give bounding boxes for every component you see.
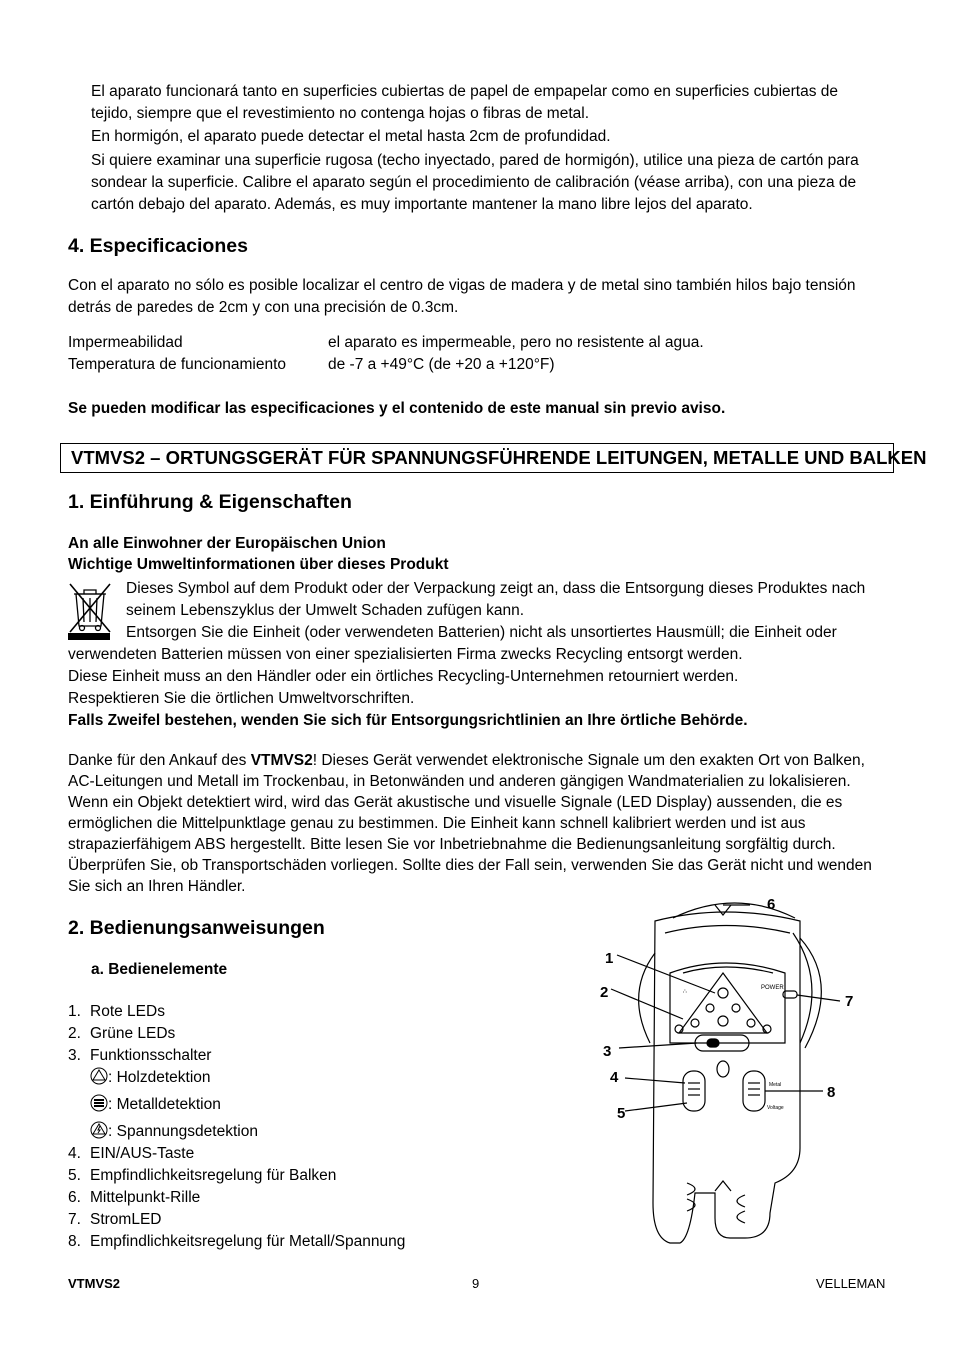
list-item: 1. Rote LEDs bbox=[68, 1003, 165, 1020]
model-name: VTMVS2 bbox=[250, 752, 313, 769]
list-item: 2. Grüne LEDs bbox=[68, 1025, 176, 1042]
thanks-paragraph: Danke für den Ankauf des VTMVS2! Dieses Gerät verwendet elektronische Signale um den exakten Ort von Balken, AC-Leitungen und Metall im Trockenbau, in Betonwänden und anderen gängigen Wandmaterialien zu lokalisieren. Wenn ein Objekt detektiert wird, wird das Gerät akustische und visuelle Signale (LED Display) aussenden, die es ermöglichen die Mittelpunktlage genau zu bestimmen. Die Einheit kann schnell kalibriert werden und ist aus strapazierfähigem ABS hergestellt. Bitte lesen Sie vor Inbetriebnahme die Bedienungsanleitung sorgfältig durch. Überprüfen Sie, ob Transportschäden vorliegen. Sollte dies der Fall sein, verwenden Sie das Gerät nicht und wenden Sie sich an Ihren Händler. bbox=[68, 752, 872, 895]
ops-heading: 2. Bedienungsanweisungen bbox=[68, 917, 325, 939]
weee-text-2a: Entsorgen Sie die Einheit (oder verwendeten Batterien) nicht als unsortiertes Hausmüll; die Einheit oder bbox=[126, 624, 837, 641]
spec-value-temperature: de -7 a +49°C (de +20 a +120°F) bbox=[328, 356, 555, 373]
weee-text-2b: verwendeten Batterien müssen von einer spezialisierten Firma zwecks Recycling entsorgt werden. bbox=[68, 646, 743, 663]
footer-page-number: 9 bbox=[472, 1276, 480, 1291]
callout-2: 2 bbox=[600, 984, 609, 1001]
diagram-dots-icon: ∴ bbox=[683, 989, 687, 995]
voltage-mode-icon bbox=[90, 1121, 108, 1139]
ops-subheading: a. Bedienelemente bbox=[91, 961, 228, 978]
callout-8: 8 bbox=[827, 1084, 836, 1101]
mode-wood: : Holzdetektion bbox=[68, 1067, 508, 1089]
metal-mode-icon bbox=[90, 1094, 108, 1112]
list-item: 6. Mittelpunkt-Rille bbox=[68, 1189, 201, 1206]
spec-value-waterproof: el aparato es impermeable, pero no resistente al agua. bbox=[328, 334, 704, 351]
list-item: 3. Funktionsschalter bbox=[68, 1047, 212, 1064]
intro-paragraph-1: El aparato funcionará tanto en superficies cubiertas de papel de empapelar como en superficies cubiertas de tejido, siempre que el revestimiento no contenga hojas o fibras de metal. bbox=[91, 83, 839, 122]
env-subheading: Wichtige Umweltinformationen über dieses Produkt bbox=[68, 556, 449, 573]
intro-paragraph-2: En hormigón, el aparato puede detectar el metal hasta 2cm de profundidad. bbox=[91, 128, 611, 145]
section-banner: VTMVS2 – ORTUNGSGERÄT FÜR SPANNUNGSFÜHRENDE LEITUNGEN, METALLE UND BALKEN bbox=[60, 443, 894, 473]
callout-6: 6 bbox=[767, 896, 776, 913]
eu-subheading: An alle Einwohner der Europäischen Union bbox=[68, 535, 386, 552]
spec-label-waterproof: Impermeabilidad bbox=[68, 334, 183, 351]
footer-model: VTMVS2 bbox=[68, 1276, 121, 1291]
callout-1: 1 bbox=[605, 950, 614, 967]
label-voltage: Voltage bbox=[767, 1105, 784, 1111]
weee-text-4: Respektieren Sie die örtlichen Umweltvorschriften. bbox=[68, 690, 415, 707]
callout-4: 4 bbox=[610, 1069, 619, 1086]
device-diagram bbox=[595, 893, 865, 1248]
label-power: POWER bbox=[761, 985, 784, 991]
list-item: 5. Empfindlichkeitsregelung für Balken bbox=[68, 1167, 337, 1184]
spec-text: Con el aparato no sólo es posible localizar el centro de vigas de madera y de metal sino también hilos bajo tensión detrás de paredes de 2cm y con una precisión de 0.3cm. bbox=[68, 277, 856, 316]
controls-list bbox=[68, 1001, 508, 1253]
weee-text-3: Diese Einheit muss an den Händler oder ein örtliches Recycling-Unternehmen retourniert werden. bbox=[68, 668, 739, 685]
list-item: 4. EIN/AUS-Taste bbox=[68, 1145, 195, 1162]
intro-de-heading: 1. Einführung & Eigenschaften bbox=[68, 491, 352, 513]
weee-text-5: Falls Zweifel bestehen, wenden Sie sich für Entsorgungsrichtlinien an Ihre örtliche Behörde. bbox=[68, 712, 748, 729]
list-item: 8. Empfindlichkeitsregelung für Metall/Spannung bbox=[68, 1233, 406, 1250]
spec-label-temperature: Temperatura de funcionamiento bbox=[68, 356, 286, 373]
mode-voltage: : Spannungsdetektion bbox=[68, 1121, 508, 1143]
callout-7: 7 bbox=[845, 993, 854, 1010]
callout-3: 3 bbox=[603, 1043, 612, 1060]
label-metal: Metal bbox=[769, 1082, 782, 1088]
spec-heading: 4. Especificaciones bbox=[68, 235, 248, 257]
list-item: 7. StromLED bbox=[68, 1211, 162, 1228]
mode-metal: : Metalldetektion bbox=[68, 1094, 508, 1116]
footer-brand: VELLEMAN bbox=[816, 1276, 886, 1291]
intro-paragraph-3: Si quiere examinar una superficie rugosa (techo inyectado, pared de hormigón), utilice una pieza de cartón para sondear la superficie. Calibre el aparato según el procedimiento de calibración (véase arriba), con una pieza de cartón debajo del aparato. Además, es muy importante mantener la mano libre lejos del aparato. bbox=[91, 152, 859, 213]
weee-text-1: Dieses Symbol auf dem Produkt oder der Verpackung zeigt an, dass die Entsorgung dieses Produktes nach seinem Lebenszyklus der Umwelt Schaden zufügen kann. bbox=[126, 580, 866, 619]
spec-notice: Se pueden modificar las especificaciones y el contenido de este manual sin previo aviso. bbox=[68, 400, 726, 417]
weee-bin-icon bbox=[66, 578, 114, 644]
callout-5: 5 bbox=[617, 1105, 626, 1122]
wood-mode-icon bbox=[90, 1067, 108, 1085]
